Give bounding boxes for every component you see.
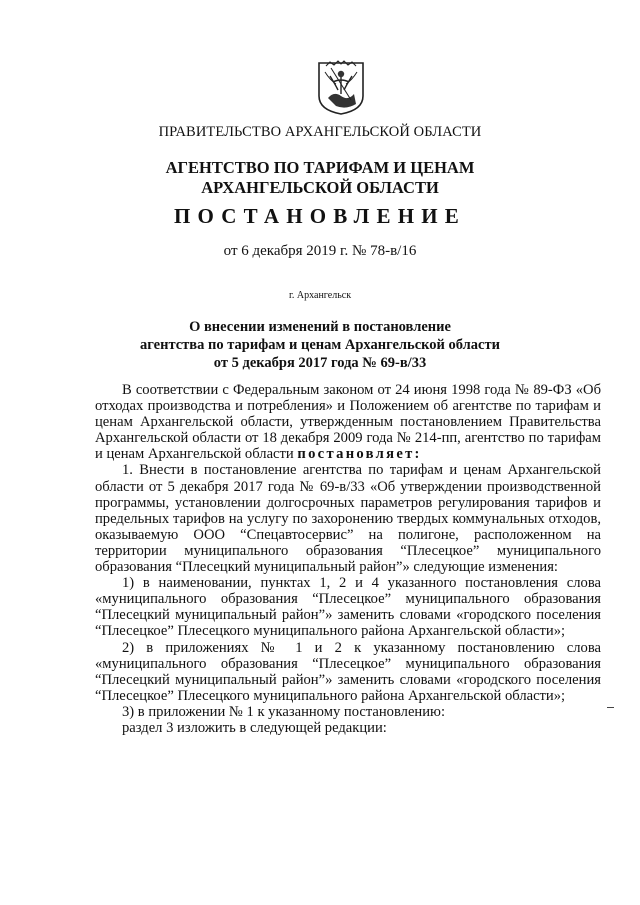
agency-title — [0, 158, 640, 198]
subitem-3-paragraph: 3) в приложении № 1 к указанному постановлению: — [122, 703, 446, 720]
document-subject — [0, 318, 640, 372]
document-city: г. Архангельск — [288, 290, 352, 301]
item-1-paragraph: 1. Внести в постановление агентства по тарифам и ценам Архангельской области от 5 декабря 2017 года № 69-в/33 «Об утверждении производственной программы, установлении долгосрочных параметров регулирования тарифов и предельных тарифов на услугу по захоронению твердых коммунальных отходов, оказываемую ООО “Спецавтосервис” на полигоне, расположенном на территории муниципального образования “Плесецкое” муниципального образования “Плесецкий муниципальный район”» следующие изменения: — [95, 462, 601, 576]
agency-title-line-2: АРХАНГЕЛЬСКОЙ ОБЛАСТИ — [201, 178, 439, 197]
subject-line-2: агентства по тарифам и ценам Архангельской области — [140, 337, 500, 353]
decrees-word: постановляет: — [297, 446, 422, 463]
document-date-number: от 6 декабря 2019 г. № 78-в/16 — [223, 243, 417, 259]
subitem-2-paragraph: 2) в приложениях № 1 и 2 к указанному постановлению слова «муниципального образования “Плесецкое” муниципального образования “Плесецкий муниципальный район”» заменить словами «городского поселения “Плесецкое” Плесецкого муниципального района Архангельской области»; — [95, 639, 601, 704]
subitem-3a-paragraph: раздел 3 изложить в следующей редакции: — [122, 719, 387, 736]
subject-line-3: от 5 декабря 2017 года № 69-в/33 — [213, 355, 427, 371]
subject-line-1: О внесении изменений в постановление — [189, 319, 451, 335]
preamble-text: В соответствии с Федеральным законом от 24 июня 1998 года № 89-ФЗ «Об отходах производства и потребления» и Положением об агентстве по тарифам и ценам Архангельской области, утвержденным постановлением Правительства Архангельской области от 18 декабря 2009 года № 214-пп, агентство по тарифам и ценам Архангельской области — [95, 382, 601, 463]
document-type: ПОСТАНОВЛЕНИЕ — [173, 204, 467, 228]
preamble-paragraph — [95, 382, 601, 462]
agency-title-line-1: АГЕНТСТВО ПО ТАРИФАМ И ЦЕНАМ — [165, 158, 475, 177]
coat-of-arms-icon — [316, 60, 366, 116]
subitem-1-paragraph: 1) в наименовании, пунктах 1, 2 и 4 указанного постановления слова «муниципального образования “Плесецкое” муниципального образования “Плесецкий муниципальный район”» заменить словами «городского поселения “Плесецкое” Плесецкого муниципального района Архангельской области»; — [95, 575, 601, 640]
margin-mark — [607, 707, 614, 708]
government-title: ПРАВИТЕЛЬСТВО АРХАНГЕЛЬСКОЙ ОБЛАСТИ — [158, 124, 482, 140]
document-body — [95, 382, 601, 736]
